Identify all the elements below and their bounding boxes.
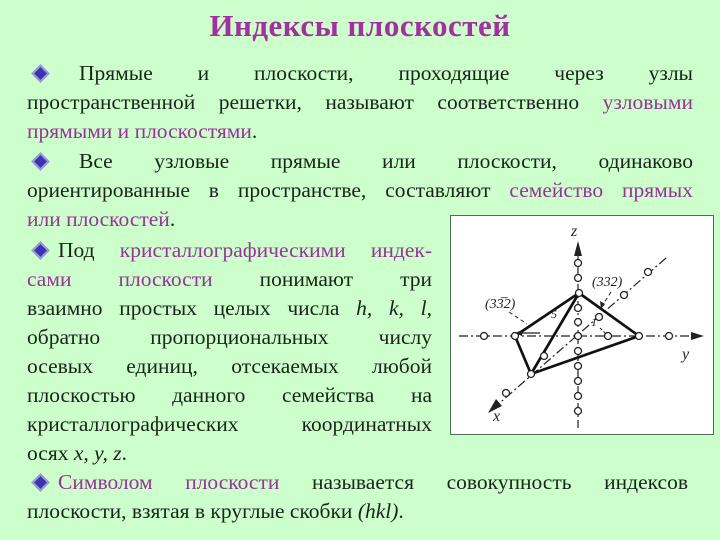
plane-label-left: (33̅2) bbox=[485, 297, 516, 312]
text-segment: плоскостью данного семейства на bbox=[27, 383, 432, 407]
text-line bbox=[27, 381, 432, 410]
text-line bbox=[27, 117, 693, 146]
text-segment: семейство прямых bbox=[509, 178, 693, 202]
text-segment: взаимно простых целых числа bbox=[27, 296, 357, 320]
z-axis-arrow bbox=[574, 241, 582, 256]
plane-edge-left bbox=[515, 336, 531, 374]
z-axis-label: z bbox=[571, 223, 578, 240]
text-line bbox=[27, 265, 432, 294]
text-segment: прямыми и плоскостями bbox=[27, 119, 252, 143]
y-axis-label: y bbox=[682, 346, 690, 363]
text-line bbox=[27, 410, 432, 439]
bullet-tab-spacer bbox=[47, 79, 79, 80]
text-segment: или плоскостей bbox=[27, 207, 170, 231]
text-segment: . bbox=[251, 119, 258, 143]
mark-right-leader bbox=[600, 328, 606, 334]
crystal-lattice-diagram bbox=[450, 215, 714, 435]
plane-mark-left: 5 bbox=[551, 307, 557, 321]
text-segment: пространственной решетки, называют соответственно bbox=[27, 90, 603, 114]
text-line bbox=[27, 439, 432, 468]
bullet-tab-spacer bbox=[47, 488, 58, 489]
text-line bbox=[27, 497, 688, 526]
text-line bbox=[27, 88, 693, 117]
text-line bbox=[27, 468, 688, 497]
text-segment: осях bbox=[27, 441, 74, 465]
text-line bbox=[27, 176, 693, 205]
plane-mark-right: 1 bbox=[591, 315, 597, 329]
text-segment: сами плоскости bbox=[27, 267, 213, 291]
text-segment: понимают три bbox=[212, 267, 432, 291]
text-segment: осевых единиц, отсекаемых любой bbox=[27, 354, 432, 378]
text-segment: h, k, l, bbox=[356, 296, 432, 320]
lattice-nodes bbox=[481, 260, 673, 415]
text-segment: плоскости, взятая в круглые скобки bbox=[27, 499, 358, 523]
text-line bbox=[27, 236, 432, 265]
bullet-paragraph-p1 bbox=[27, 59, 693, 146]
text-segment: узловыми bbox=[602, 90, 693, 114]
text-segment: Прямые и плоскости, проходящие через узлы bbox=[79, 61, 693, 85]
bullet-paragraph-p3 bbox=[27, 236, 432, 468]
bullet-tab-spacer bbox=[47, 167, 79, 168]
left-label-leader bbox=[509, 312, 527, 324]
plane-edge-top-left bbox=[515, 293, 579, 336]
text-segment: обратно пропорциональных числу bbox=[27, 325, 432, 349]
text-segment: . bbox=[169, 207, 176, 231]
plane-label-right: (332) bbox=[592, 275, 623, 290]
text-segment: (hkl) bbox=[357, 499, 399, 523]
text-line bbox=[27, 323, 432, 352]
text-segment: кристаллографических координатных bbox=[27, 412, 432, 436]
x-axis-label: x bbox=[493, 408, 501, 425]
text-segment: Символом плоскости bbox=[58, 470, 280, 494]
text-segment: Все узловые прямые или плоскости, одинаково bbox=[79, 149, 693, 173]
text-line bbox=[27, 352, 432, 381]
plane-edge-top-right bbox=[579, 293, 639, 336]
lattice-planes-figure bbox=[451, 216, 713, 434]
text-segment: называется совокупность индексов bbox=[279, 470, 688, 494]
text-line bbox=[27, 147, 693, 176]
text-segment: . bbox=[121, 441, 127, 465]
text-segment: кристаллографическими индек- bbox=[119, 238, 432, 262]
text-segment: . bbox=[398, 499, 404, 523]
bullet-paragraph-p4 bbox=[27, 468, 688, 526]
text-segment: Под bbox=[58, 238, 120, 262]
text-line bbox=[27, 294, 432, 323]
bullet-tab-spacer bbox=[47, 256, 58, 257]
text-line bbox=[27, 59, 693, 88]
slide-title: Индексы плоскостей bbox=[209, 8, 511, 43]
y-axis-arrow bbox=[691, 332, 704, 340]
text-segment: ориентированные в пространстве, составляют bbox=[27, 178, 510, 202]
text-segment: x, y, z bbox=[73, 441, 122, 465]
